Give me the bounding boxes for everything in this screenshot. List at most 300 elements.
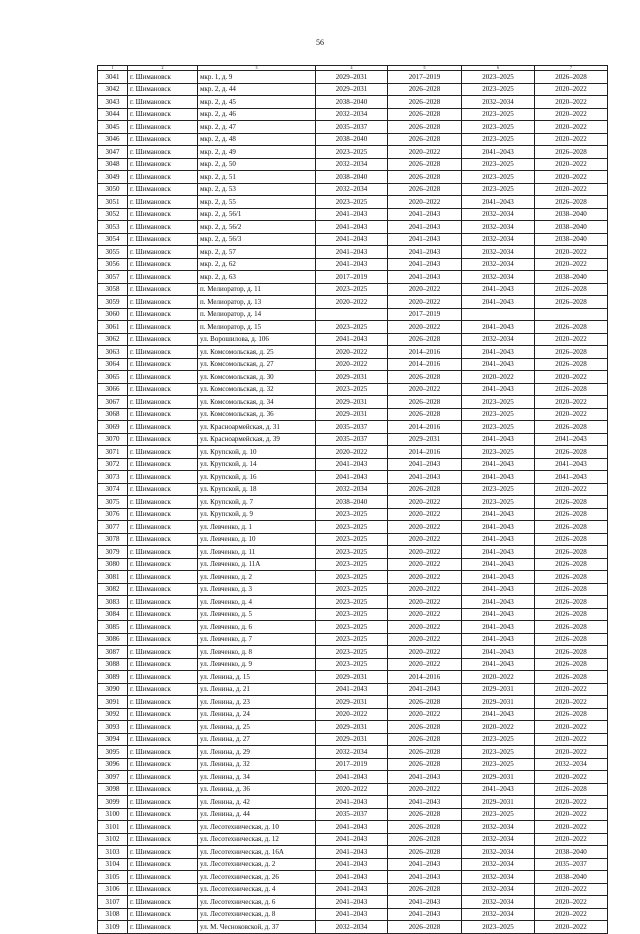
period-cell-6: 2041–2043 — [462, 196, 535, 209]
period-cell-6: 2023–2025 — [462, 733, 535, 746]
city-cell: г. Шимановск — [128, 821, 198, 834]
city-cell: г. Шимановск — [128, 733, 198, 746]
period-cell-6: 2023–2025 — [462, 496, 535, 509]
period-cell-6: 2041–2043 — [462, 621, 535, 634]
city-cell: г. Шимановск — [128, 421, 198, 434]
address-cell: ул. Левченко, д. 10 — [198, 533, 316, 546]
address-cell: ул. Ленина, д. 27 — [198, 733, 316, 746]
period-cell-6: 2041–2043 — [462, 658, 535, 671]
period-cell-7: 2020–2022 — [535, 83, 608, 96]
row-number: 3047 — [98, 146, 128, 159]
address-cell: мкр. 2, д. 51 — [198, 171, 316, 184]
period-cell-5: 2026–2028 — [388, 133, 462, 146]
address-cell: мкр. 2, д. 53 — [198, 183, 316, 196]
period-cell-4: 2029–2031 — [316, 733, 388, 746]
table-row — [98, 308, 608, 321]
period-cell-4: 2041–2043 — [316, 683, 388, 696]
city-cell: г. Шимановск — [128, 858, 198, 871]
period-cell-7: 2020–2022 — [535, 796, 608, 809]
table-row — [98, 421, 608, 434]
period-cell-7: 2041–2043 — [535, 433, 608, 446]
period-cell-5: 2020–2022 — [388, 496, 462, 509]
period-cell-6: 2032–2034 — [462, 246, 535, 259]
period-cell-6: 2029–2031 — [462, 696, 535, 709]
period-cell-5: 2041–2043 — [388, 871, 462, 884]
period-cell-5: 2020–2022 — [388, 296, 462, 309]
period-cell-5: 2026–2028 — [388, 408, 462, 421]
row-number: 3069 — [98, 421, 128, 434]
period-cell-6: 2032–2034 — [462, 883, 535, 896]
period-cell-6: 2032–2034 — [462, 208, 535, 221]
row-number: 3049 — [98, 171, 128, 184]
city-cell: г. Шимановск — [128, 96, 198, 109]
table-row — [98, 633, 608, 646]
period-cell-6: 2041–2043 — [462, 508, 535, 521]
period-cell-7: 2026–2028 — [535, 583, 608, 596]
period-cell-6: 2041–2043 — [462, 471, 535, 484]
period-cell-6: 2041–2043 — [462, 783, 535, 796]
period-cell-6: 2032–2034 — [462, 896, 535, 909]
period-cell-7: 2020–2022 — [535, 96, 608, 109]
city-cell: г. Шимановск — [128, 346, 198, 359]
row-number: 3067 — [98, 396, 128, 409]
period-cell-5: 2026–2028 — [388, 183, 462, 196]
period-cell-7: 2038–2040 — [535, 233, 608, 246]
row-number: 3083 — [98, 596, 128, 609]
period-cell-4: 2017–2019 — [316, 271, 388, 284]
address-cell: мкр. 2, д. 48 — [198, 133, 316, 146]
period-cell-6: 2023–2025 — [462, 421, 535, 434]
period-cell-5: 2020–2022 — [388, 283, 462, 296]
period-cell-5: 2026–2028 — [388, 883, 462, 896]
period-cell-7: 2026–2028 — [535, 321, 608, 334]
period-cell-7: 2020–2022 — [535, 396, 608, 409]
table-row — [98, 908, 608, 921]
period-cell-7: 2026–2028 — [535, 383, 608, 396]
period-cell-5: 2020–2022 — [388, 558, 462, 571]
row-number: 3059 — [98, 296, 128, 309]
period-cell-4: 2023–2025 — [316, 621, 388, 634]
period-cell-7: 2038–2040 — [535, 271, 608, 284]
city-cell: г. Шимановск — [128, 283, 198, 296]
period-cell-4: 2041–2043 — [316, 896, 388, 909]
period-cell-4: 2041–2043 — [316, 883, 388, 896]
row-number: 3085 — [98, 621, 128, 634]
table-row — [98, 371, 608, 384]
period-cell-6: 2041–2043 — [462, 596, 535, 609]
period-cell-7: 2026–2028 — [535, 671, 608, 684]
table-row — [98, 783, 608, 796]
period-cell-4: 2038–2040 — [316, 496, 388, 509]
table-row — [98, 283, 608, 296]
address-cell: мкр. 2, д. 56/1 — [198, 208, 316, 221]
city-cell: г. Шимановск — [128, 483, 198, 496]
row-number: 3090 — [98, 683, 128, 696]
row-number: 3057 — [98, 271, 128, 284]
period-cell-7: 2020–2022 — [535, 158, 608, 171]
table-row — [98, 858, 608, 871]
row-number: 3080 — [98, 558, 128, 571]
table-row — [98, 721, 608, 734]
city-cell: г. Шимановск — [128, 71, 198, 84]
period-cell-5: 2041–2043 — [388, 208, 462, 221]
address-cell: ул. Ленина, д. 23 — [198, 696, 316, 709]
period-cell-5: 2041–2043 — [388, 896, 462, 909]
address-cell: ул. Крупской, д. 16 — [198, 471, 316, 484]
city-cell: г. Шимановск — [128, 771, 198, 784]
period-cell-7: 2020–2022 — [535, 408, 608, 421]
col-header-2: 2 — [128, 66, 198, 71]
address-cell: ул. Ленина, д. 44 — [198, 808, 316, 821]
row-number: 3073 — [98, 471, 128, 484]
table-row — [98, 883, 608, 896]
period-cell-4: 2041–2043 — [316, 221, 388, 234]
address-cell: ул. Ленина, д. 42 — [198, 796, 316, 809]
period-cell-6: 2023–2025 — [462, 483, 535, 496]
period-cell-4: 2041–2043 — [316, 771, 388, 784]
period-cell-4: 2023–2025 — [316, 521, 388, 534]
city-cell: г. Шимановск — [128, 358, 198, 371]
period-cell-5: 2041–2043 — [388, 471, 462, 484]
table-row — [98, 183, 608, 196]
city-cell: г. Шимановск — [128, 383, 198, 396]
city-cell: г. Шимановск — [128, 871, 198, 884]
period-cell-7: 2020–2022 — [535, 333, 608, 346]
address-cell: ул. Левченко, д. 4 — [198, 596, 316, 609]
city-cell: г. Шимановск — [128, 83, 198, 96]
row-number: 3086 — [98, 633, 128, 646]
period-cell-6: 2032–2034 — [462, 258, 535, 271]
period-cell-4: 2041–2043 — [316, 846, 388, 859]
period-cell-5: 2026–2028 — [388, 396, 462, 409]
table-row — [98, 208, 608, 221]
period-cell-5: 2020–2022 — [388, 708, 462, 721]
address-cell: ул. Комсомольская, д. 27 — [198, 358, 316, 371]
table-row — [98, 333, 608, 346]
period-cell-7: 2020–2022 — [535, 683, 608, 696]
table-row — [98, 446, 608, 459]
address-cell: ул. Лесотехническая, д. 8 — [198, 908, 316, 921]
period-cell-4: 2023–2025 — [316, 146, 388, 159]
period-cell-7: 2026–2028 — [535, 633, 608, 646]
address-cell: ул. Крупской, д. 9 — [198, 508, 316, 521]
row-number: 3075 — [98, 496, 128, 509]
address-cell: ул. М. Чесноковской, д. 37 — [198, 921, 316, 934]
row-number: 3043 — [98, 96, 128, 109]
address-cell: ул. Лесотехническая, д. 26 — [198, 871, 316, 884]
period-cell-4: 2032–2034 — [316, 921, 388, 934]
table-row — [98, 383, 608, 396]
period-cell-4: 2032–2034 — [316, 108, 388, 121]
period-cell-6: 2041–2043 — [462, 608, 535, 621]
period-cell-5: 2041–2043 — [388, 258, 462, 271]
period-cell-7: 2026–2028 — [535, 558, 608, 571]
period-cell-4: 2023–2025 — [316, 283, 388, 296]
period-cell-5: 2041–2043 — [388, 246, 462, 259]
table-row — [98, 83, 608, 96]
period-cell-5: 2020–2022 — [388, 608, 462, 621]
period-cell-7: 2020–2022 — [535, 896, 608, 909]
period-cell-6: 2032–2034 — [462, 858, 535, 871]
table-row — [98, 683, 608, 696]
table-row — [98, 521, 608, 534]
city-cell: г. Шимановск — [128, 558, 198, 571]
table-row — [98, 758, 608, 771]
city-cell: г. Шимановск — [128, 546, 198, 559]
period-cell-4: 2029–2031 — [316, 71, 388, 84]
row-number: 3105 — [98, 871, 128, 884]
city-cell: г. Шимановск — [128, 721, 198, 734]
period-cell-6: 2041–2043 — [462, 646, 535, 659]
address-cell: ул. Ленина, д. 15 — [198, 671, 316, 684]
period-cell-6: 2032–2034 — [462, 333, 535, 346]
row-number: 3101 — [98, 821, 128, 834]
city-cell: г. Шимановск — [128, 233, 198, 246]
period-cell-6: 2023–2025 — [462, 921, 535, 934]
period-cell-5: 2020–2022 — [388, 508, 462, 521]
period-cell-6: 2029–2031 — [462, 796, 535, 809]
table-row — [98, 433, 608, 446]
period-cell-7: 2041–2043 — [535, 471, 608, 484]
city-cell: г. Шимановск — [128, 658, 198, 671]
city-cell: г. Шимановск — [128, 133, 198, 146]
period-cell-7: 2032–2034 — [535, 758, 608, 771]
row-number: 3109 — [98, 921, 128, 934]
city-cell: г. Шимановск — [128, 208, 198, 221]
address-cell: ул. Левченко, д. 2 — [198, 571, 316, 584]
table-row — [98, 108, 608, 121]
period-cell-6: 2041–2043 — [462, 383, 535, 396]
row-number: 3050 — [98, 183, 128, 196]
page-number: 56 — [316, 38, 324, 47]
col-header-6: 6 — [462, 66, 535, 71]
row-number: 3096 — [98, 758, 128, 771]
period-cell-5: 2020–2022 — [388, 583, 462, 596]
period-cell-7: 2026–2028 — [535, 621, 608, 634]
table-row — [98, 708, 608, 721]
period-cell-5: 2026–2028 — [388, 758, 462, 771]
row-number: 3108 — [98, 908, 128, 921]
period-cell-7: 2026–2028 — [535, 708, 608, 721]
period-cell-5: 2020–2022 — [388, 321, 462, 334]
row-number: 3093 — [98, 721, 128, 734]
address-cell: ул. Лесотехническая, д. 10 — [198, 821, 316, 834]
period-cell-4: 2023–2025 — [316, 633, 388, 646]
period-cell-5: 2026–2028 — [388, 121, 462, 134]
row-number: 3041 — [98, 71, 128, 84]
period-cell-6: 2023–2025 — [462, 83, 535, 96]
address-cell: ул. Левченко, д. 8 — [198, 646, 316, 659]
period-cell-4: 2017–2019 — [316, 758, 388, 771]
period-cell-4: 2041–2043 — [316, 796, 388, 809]
city-cell: г. Шимановск — [128, 496, 198, 509]
row-number: 3078 — [98, 533, 128, 546]
period-cell-7: 2020–2022 — [535, 808, 608, 821]
period-cell-6: 2041–2043 — [462, 571, 535, 584]
table-row — [98, 571, 608, 584]
address-cell: мкр. 1, д. 9 — [198, 71, 316, 84]
address-cell: ул. Красноармейская, д. 39 — [198, 433, 316, 446]
period-cell-6: 2041–2043 — [462, 583, 535, 596]
city-cell: г. Шимановск — [128, 683, 198, 696]
period-cell-4: 2020–2022 — [316, 296, 388, 309]
period-cell-7: 2026–2028 — [535, 421, 608, 434]
row-number: 3048 — [98, 158, 128, 171]
period-cell-4: 2035–2037 — [316, 433, 388, 446]
table-row — [98, 533, 608, 546]
period-cell-7: 2038–2040 — [535, 221, 608, 234]
period-cell-6: 2041–2043 — [462, 346, 535, 359]
period-cell-5: 2026–2028 — [388, 746, 462, 759]
table-row — [98, 746, 608, 759]
row-number: 3092 — [98, 708, 128, 721]
period-cell-7: 2020–2022 — [535, 108, 608, 121]
row-number: 3079 — [98, 546, 128, 559]
period-cell-4: 2032–2034 — [316, 483, 388, 496]
table-row — [98, 133, 608, 146]
row-number: 3045 — [98, 121, 128, 134]
table-row — [98, 771, 608, 784]
table-row — [98, 408, 608, 421]
city-cell: г. Шимановск — [128, 533, 198, 546]
period-cell-7: 2020–2022 — [535, 733, 608, 746]
period-cell-7: 2026–2028 — [535, 646, 608, 659]
period-cell-4: 2023–2025 — [316, 196, 388, 209]
city-cell: г. Шимановск — [128, 171, 198, 184]
col-header-3: 3 — [198, 66, 316, 71]
address-cell: мкр. 2, д. 56/3 — [198, 233, 316, 246]
address-cell: ул. Крупской, д. 14 — [198, 458, 316, 471]
col-header-5: 5 — [388, 66, 462, 71]
period-cell-6: 2041–2043 — [462, 521, 535, 534]
period-cell-5: 2026–2028 — [388, 696, 462, 709]
address-cell: ул. Комсомольская, д. 34 — [198, 396, 316, 409]
city-cell: г. Шимановск — [128, 746, 198, 759]
period-cell-4: 2023–2025 — [316, 583, 388, 596]
period-cell-5: 2041–2043 — [388, 796, 462, 809]
col-header-4: 4 — [316, 66, 388, 71]
period-cell-4: 2020–2022 — [316, 346, 388, 359]
col-header-7: 7 — [535, 66, 608, 71]
period-cell-5: 2041–2043 — [388, 221, 462, 234]
period-cell-5: 2020–2022 — [388, 783, 462, 796]
city-cell: г. Шимановск — [128, 783, 198, 796]
city-cell: г. Шимановск — [128, 271, 198, 284]
period-cell-7: 2026–2028 — [535, 283, 608, 296]
period-cell-7: 2020–2022 — [535, 721, 608, 734]
period-cell-6: 2023–2025 — [462, 158, 535, 171]
period-cell-6: 2023–2025 — [462, 808, 535, 821]
period-cell-6: 2032–2034 — [462, 846, 535, 859]
table-row — [98, 671, 608, 684]
address-cell: ул. Ленина, д. 29 — [198, 746, 316, 759]
period-cell-4 — [316, 308, 388, 321]
period-cell-5: 2026–2028 — [388, 821, 462, 834]
period-cell-7 — [535, 308, 608, 321]
period-cell-4: 2023–2025 — [316, 608, 388, 621]
period-cell-7: 2020–2022 — [535, 121, 608, 134]
period-cell-4: 2032–2034 — [316, 746, 388, 759]
city-cell: г. Шимановск — [128, 571, 198, 584]
row-number: 3068 — [98, 408, 128, 421]
table-row — [98, 496, 608, 509]
period-cell-4: 2029–2031 — [316, 83, 388, 96]
city-cell: г. Шимановск — [128, 258, 198, 271]
period-cell-6: 2041–2043 — [462, 633, 535, 646]
row-number: 3097 — [98, 771, 128, 784]
row-number: 3098 — [98, 783, 128, 796]
table-row — [98, 258, 608, 271]
period-cell-7: 2035–2037 — [535, 858, 608, 871]
period-cell-4: 2041–2043 — [316, 233, 388, 246]
address-cell: мкр. 2, д. 46 — [198, 108, 316, 121]
address-cell: ул. Ленина, д. 24 — [198, 708, 316, 721]
period-cell-4: 2041–2043 — [316, 258, 388, 271]
period-cell-4: 2023–2025 — [316, 533, 388, 546]
period-cell-5: 2020–2022 — [388, 646, 462, 659]
row-number: 3060 — [98, 308, 128, 321]
period-cell-6: 2032–2034 — [462, 871, 535, 884]
period-cell-4: 2023–2025 — [316, 646, 388, 659]
housing-repair-schedule-table — [97, 65, 608, 934]
table-row — [98, 621, 608, 634]
city-cell: г. Шимановск — [128, 408, 198, 421]
period-cell-5: 2026–2028 — [388, 371, 462, 384]
city-cell: г. Шимановск — [128, 108, 198, 121]
period-cell-6: 2041–2043 — [462, 558, 535, 571]
city-cell: г. Шимановск — [128, 333, 198, 346]
row-number: 3072 — [98, 458, 128, 471]
period-cell-4: 2020–2022 — [316, 446, 388, 459]
city-cell: г. Шимановск — [128, 696, 198, 709]
row-number: 3056 — [98, 258, 128, 271]
period-cell-6 — [462, 308, 535, 321]
period-cell-4: 2041–2043 — [316, 208, 388, 221]
row-number: 3058 — [98, 283, 128, 296]
period-cell-5: 2020–2022 — [388, 596, 462, 609]
row-number: 3061 — [98, 321, 128, 334]
row-number: 3103 — [98, 846, 128, 859]
period-cell-4: 2020–2022 — [316, 783, 388, 796]
table-row — [98, 246, 608, 259]
period-cell-7: 2020–2022 — [535, 183, 608, 196]
period-cell-7: 2020–2022 — [535, 821, 608, 834]
period-cell-7: 2026–2028 — [535, 658, 608, 671]
period-cell-6: 2032–2034 — [462, 96, 535, 109]
address-cell: ул. Лесотехническая, д. 16А — [198, 846, 316, 859]
period-cell-6: 2041–2043 — [462, 358, 535, 371]
period-cell-7: 2026–2028 — [535, 508, 608, 521]
period-cell-6: 2023–2025 — [462, 446, 535, 459]
row-number: 3066 — [98, 383, 128, 396]
period-cell-6: 2023–2025 — [462, 133, 535, 146]
city-cell: г. Шимановск — [128, 508, 198, 521]
table-row — [98, 658, 608, 671]
period-cell-7: 2026–2028 — [535, 358, 608, 371]
period-cell-5: 2020–2022 — [388, 546, 462, 559]
address-cell: п. Мелиоратор, д. 15 — [198, 321, 316, 334]
table-row — [98, 696, 608, 709]
period-cell-5: 2014–2016 — [388, 421, 462, 434]
period-cell-7: 2026–2028 — [535, 496, 608, 509]
period-cell-7: 2020–2022 — [535, 908, 608, 921]
row-number: 3065 — [98, 371, 128, 384]
period-cell-7: 2020–2022 — [535, 246, 608, 259]
row-number: 3044 — [98, 108, 128, 121]
period-cell-6: 2041–2043 — [462, 546, 535, 559]
period-cell-4: 2020–2022 — [316, 358, 388, 371]
period-cell-6: 2041–2043 — [462, 458, 535, 471]
